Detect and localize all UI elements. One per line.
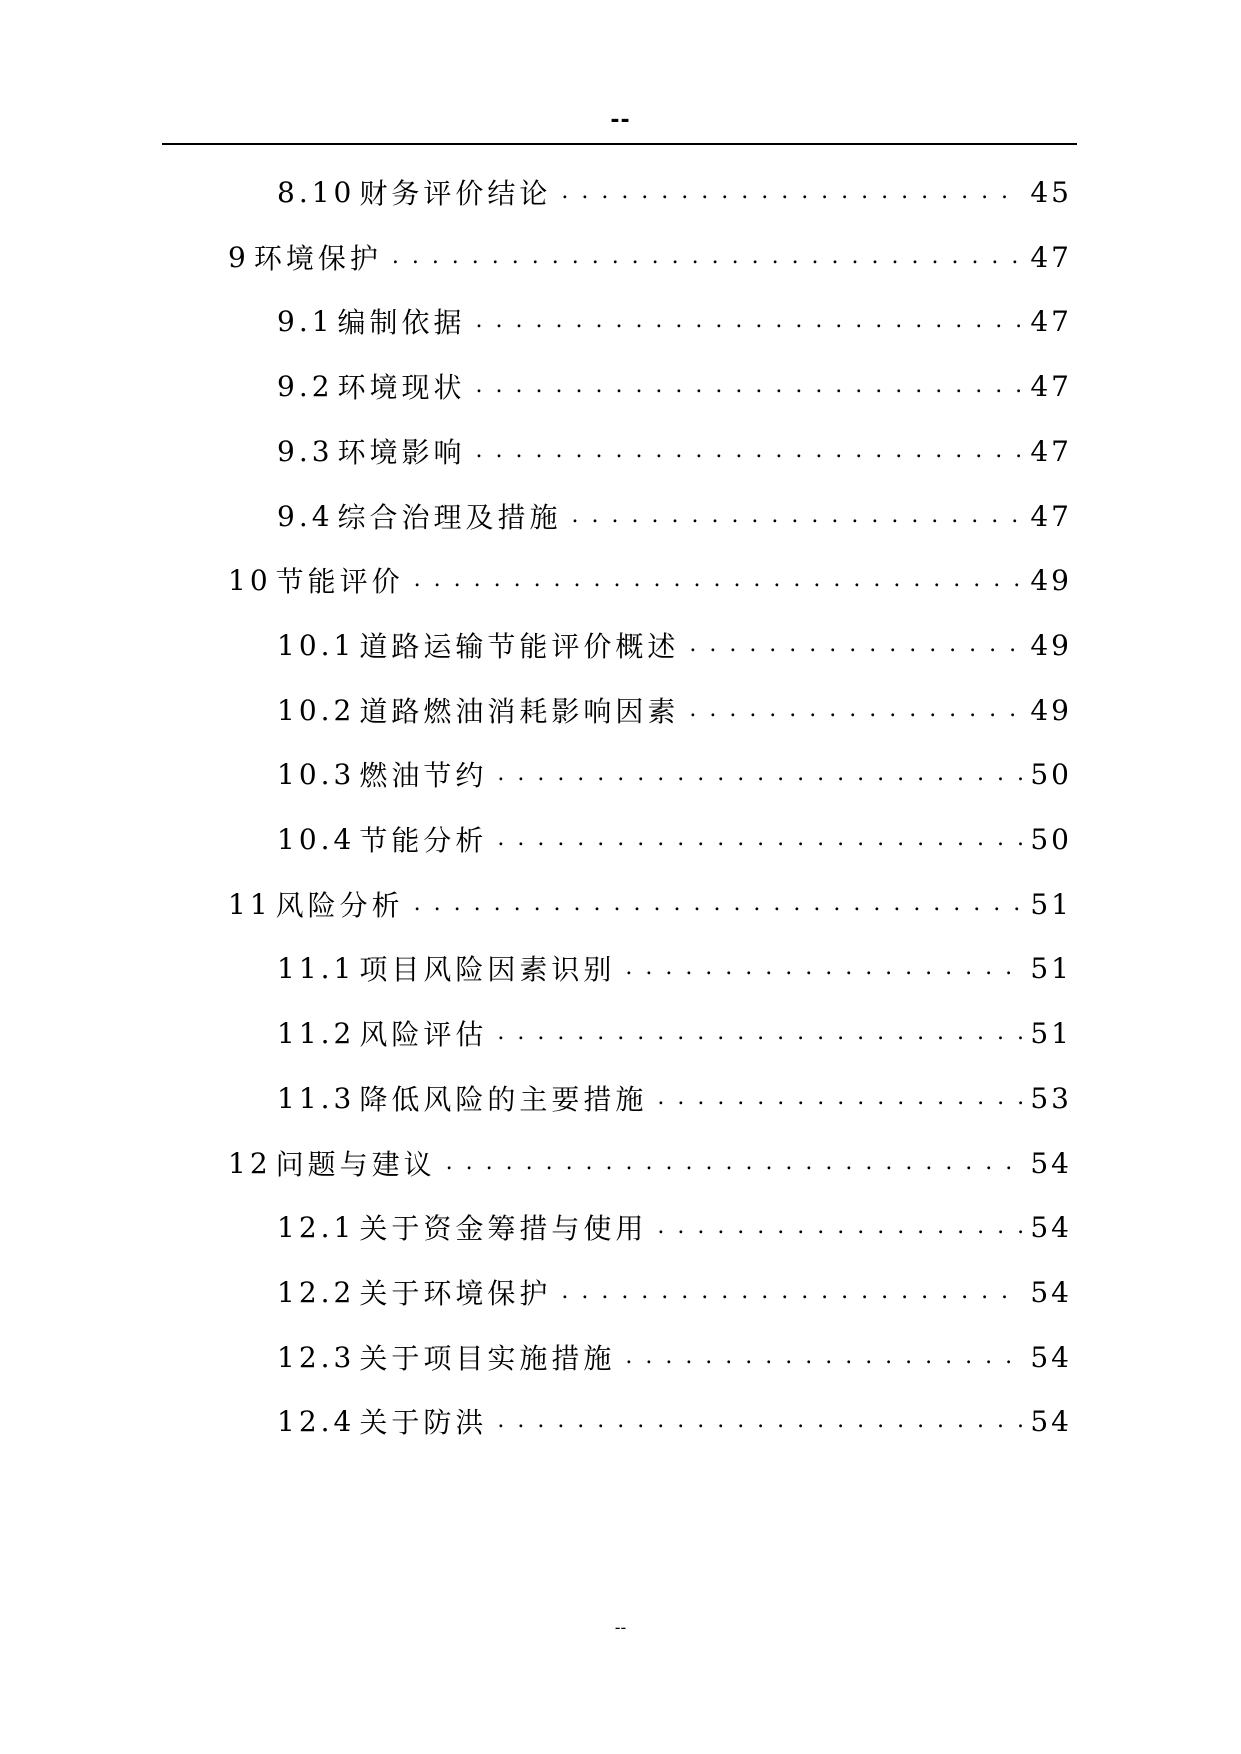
toc-entry-title: 财务评价结论 [359, 177, 552, 210]
toc-entry-number: 8.10 [277, 175, 356, 209]
toc-entry[interactable] [277, 752, 1072, 796]
toc-entry-page-number: 49 [1030, 693, 1072, 727]
toc-entry-number: 9.2 [277, 369, 334, 403]
toc-entry[interactable] [277, 623, 1072, 667]
toc-entry-page-number: 53 [1030, 1081, 1072, 1115]
toc-dot-leader [657, 1212, 1022, 1242]
toc-entry[interactable] [277, 688, 1072, 732]
toc-entry-title: 道路燃油消耗影响因素 [359, 695, 680, 728]
toc-entry[interactable] [277, 299, 1072, 343]
toc-entry-page-number: 51 [1030, 1016, 1072, 1050]
toc-entry-page-number: 47 [1030, 499, 1072, 533]
toc-dot-leader [625, 953, 1022, 983]
toc-entry-number: 10.2 [277, 693, 356, 727]
toc-entry[interactable] [277, 1205, 1072, 1249]
toc-dot-leader [689, 695, 1022, 725]
toc-dot-leader [497, 1406, 1022, 1436]
toc-dot-leader [497, 824, 1022, 854]
header-rule [162, 143, 1077, 145]
toc-dot-leader [657, 1083, 1022, 1113]
toc-entry-title: 问题与建议 [275, 1148, 436, 1181]
toc-entry-number: 12.3 [277, 1340, 356, 1374]
toc-entry-number: 10.4 [277, 822, 356, 856]
toc-entry-page-number: 54 [1030, 1340, 1072, 1374]
toc-entry-page-number: 50 [1030, 822, 1072, 856]
toc-entry-title: 风险评估 [359, 1018, 488, 1051]
toc-entry-title: 环境现状 [337, 371, 466, 404]
toc-entry-title: 关于防洪 [359, 1406, 488, 1439]
toc-entry-title: 节能评价 [275, 565, 404, 598]
toc-entry-page-number: 54 [1030, 1146, 1072, 1180]
toc-entry[interactable] [277, 1270, 1072, 1314]
toc-entry[interactable] [277, 170, 1072, 214]
toc-entry-page-number: 51 [1030, 951, 1072, 985]
toc-entry[interactable] [277, 1335, 1072, 1379]
toc-entry-number: 9.1 [277, 304, 334, 338]
toc-entry-page-number: 54 [1030, 1275, 1072, 1309]
toc-dot-leader [572, 501, 1023, 531]
toc-entry-number: 10 [228, 563, 272, 597]
toc-dot-leader [446, 1148, 1023, 1178]
toc-entry-title: 关于环境保护 [359, 1277, 552, 1310]
toc-dot-leader [625, 1342, 1022, 1372]
toc-entry-page-number: 47 [1030, 240, 1072, 274]
toc-entry-number: 12.1 [277, 1210, 356, 1244]
toc-entry-number: 12 [228, 1146, 272, 1180]
toc-entry-page-number: 50 [1030, 757, 1072, 791]
toc-entry-page-number: 47 [1030, 304, 1072, 338]
toc-dot-leader [689, 630, 1022, 660]
toc-entry-title: 关于项目实施措施 [359, 1342, 616, 1375]
toc-entry-number: 12.2 [277, 1275, 356, 1309]
toc-dot-leader [497, 759, 1022, 789]
toc-entry[interactable] [277, 429, 1072, 473]
toc-dot-leader [476, 371, 1023, 401]
toc-dot-leader [414, 889, 1023, 919]
toc-entry[interactable] [277, 1011, 1072, 1055]
toc-entry[interactable] [228, 235, 1072, 279]
toc-entry[interactable] [277, 494, 1072, 538]
toc-entry-title: 综合治理及措施 [337, 501, 562, 534]
toc-entry-title: 节能分析 [359, 824, 488, 857]
toc-entry[interactable] [228, 882, 1072, 926]
toc-entry-page-number: 47 [1030, 434, 1072, 468]
toc-entry-title: 风险分析 [275, 889, 404, 922]
toc-dot-leader [561, 177, 1022, 207]
toc-entry-number: 10.1 [277, 628, 356, 662]
toc-dot-leader [414, 565, 1023, 595]
toc-entry-page-number: 54 [1030, 1210, 1072, 1244]
page-footer-mark: -- [614, 1618, 627, 1637]
toc-entry[interactable] [277, 1076, 1072, 1120]
toc-entry-page-number: 49 [1030, 628, 1072, 662]
toc-entry-number: 9 [228, 240, 250, 274]
toc-entry-page-number: 49 [1030, 563, 1072, 597]
toc-entry-page-number: 51 [1030, 887, 1072, 921]
toc-dot-leader [476, 436, 1023, 466]
toc-dot-leader [497, 1018, 1022, 1048]
toc-entry-number: 11 [228, 887, 272, 921]
toc-entry[interactable] [228, 1141, 1072, 1185]
page-header-mark: -- [610, 108, 631, 133]
toc-entry-title: 燃油节约 [359, 759, 488, 792]
toc-entry[interactable] [228, 558, 1072, 602]
toc-entry-number: 11.1 [277, 951, 356, 985]
toc-dot-leader [392, 242, 1023, 272]
toc-entry-page-number: 47 [1030, 369, 1072, 403]
toc-entry-title: 编制依据 [337, 306, 466, 339]
toc-entry-number: 11.2 [277, 1016, 356, 1050]
toc-entry-title: 项目风险因素识别 [359, 953, 616, 986]
toc-entry[interactable] [277, 1399, 1072, 1443]
toc-entry-number: 9.3 [277, 434, 334, 468]
toc-entry-page-number: 45 [1030, 175, 1072, 209]
toc-entry-number: 10.3 [277, 757, 356, 791]
toc-entry[interactable] [277, 364, 1072, 408]
toc-entry-title: 环境影响 [337, 436, 466, 469]
toc-entry-page-number: 54 [1030, 1404, 1072, 1438]
toc-entry-title: 降低风险的主要措施 [359, 1083, 648, 1116]
toc-entry[interactable] [277, 817, 1072, 861]
toc-entry-title: 道路运输节能评价概述 [359, 630, 680, 663]
toc-dot-leader [476, 306, 1023, 336]
toc-entry-number: 12.4 [277, 1404, 356, 1438]
toc-entry-title: 环境保护 [253, 242, 382, 275]
toc-dot-leader [561, 1277, 1022, 1307]
toc-entry-number: 11.3 [277, 1081, 356, 1115]
toc-entry[interactable] [277, 946, 1072, 990]
toc-entry-title: 关于资金筹措与使用 [359, 1212, 648, 1245]
toc-entry-number: 9.4 [277, 499, 334, 533]
